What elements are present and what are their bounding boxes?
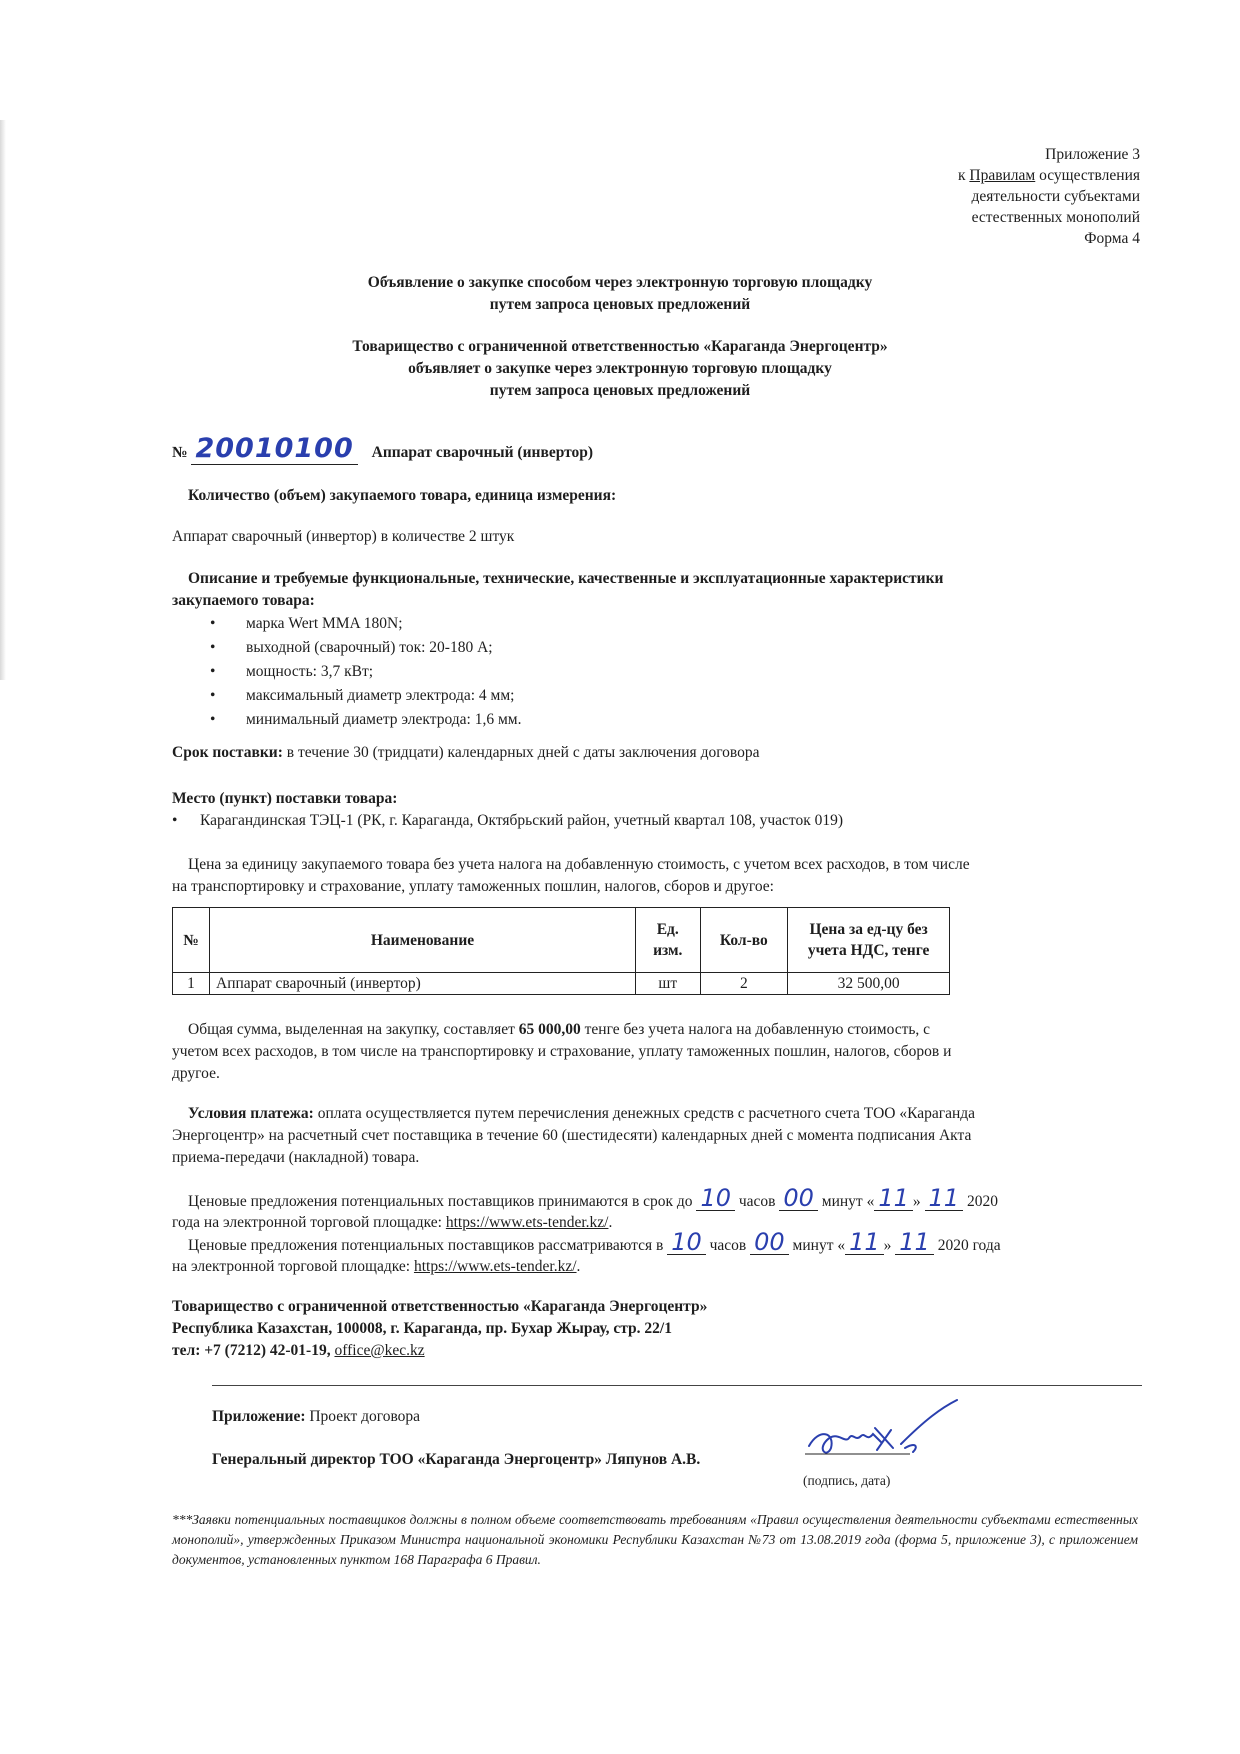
accept-platform-text: года на электронной торговой площадке: [172,1214,446,1231]
rules-link[interactable]: Правилам [969,167,1036,184]
announcement-heading [160,272,1080,316]
appendix-suffix: осуществления [1035,167,1140,184]
cell-name: Аппарат сварочный (инвертор) [210,973,636,995]
spec-item: • мощность: 3,7 кВт; [210,660,521,684]
accept-sep: » [912,1193,925,1210]
cell-qty: 2 [700,973,788,995]
review-minute: 00 [750,1230,789,1255]
quantity-label: Количество (объем) закупаемого товара, единица измерения: [188,487,617,504]
review-minutes-word: минут « [788,1237,846,1254]
description-label-line1: Описание и требуемые функциональные, технические, качественные и эксплуатационные характеристики [188,570,944,587]
heading2-line3: путем запроса ценовых предложений [489,382,751,399]
attachment-label: Приложение: [212,1408,306,1425]
accept-year: 2020 [963,1193,998,1210]
payment-line1 [188,1103,975,1125]
total-text-post: тенге без учета налога на добавленную стоимость, с [580,1021,931,1038]
total-text: Общая сумма, выделенная на закупку, составляет [188,1021,519,1038]
appendix-note [958,144,1140,249]
accept-day: 11 [874,1186,913,1211]
total-line3: другое. [172,1065,220,1082]
appendix-line-4: естественных монополий [971,209,1140,226]
price-note-line1: Цена за единицу закупаемого товара без учета налога на добавленную стоимость, с учетом всех расходов, в том числе [188,856,970,873]
delivery-term-label: Срок поставки: [172,744,283,761]
col-header-number: № [173,908,210,973]
table-row [173,973,950,995]
delivery-place-item: • Карагандинская ТЭЦ-1 (РК, г. Караганда, Октябрьский район, учетный квартал 108, участок 019) [172,809,843,833]
cell-number: 1 [173,973,210,995]
heading2-line1: Товарищество с ограниченной ответственностью «Караганда Энергоцентр» [352,338,888,355]
quantity-value: Аппарат сварочный (инвертор) в количестве 2 штук [172,528,515,545]
delivery-place-label: Место (пункт) поставки товара: [172,790,398,807]
table-header-row [173,908,950,973]
review-day: 11 [845,1230,884,1255]
lot-number-sign: № [172,444,188,461]
organizer-heading [160,336,1080,402]
delivery-place-list [172,809,843,833]
review-hours-word: часов [705,1237,751,1254]
accept-hour: 10 [696,1186,735,1211]
org-name: Товарищество с ограниченной ответственностью «Караганда Энергоцентр» [172,1298,708,1315]
price-note-line2: на транспортировку и страхование, уплату таможенных пошлин, налогов, сборов и другое: [172,878,774,895]
items-table [172,907,950,995]
divider-line [212,1385,1142,1386]
appendix-prefix: к [957,167,970,184]
lot-number-handwritten: 20010100 [191,433,357,465]
spec-item: • марка Wert MMA 180N; [210,612,521,636]
total-line2: учетом всех расходов, в том числе на транспортировку и страхование, уплату таможенных пошлин, налогов, сборов и [172,1043,952,1060]
lot-title: Аппарат сварочный (инвертор) [371,444,594,461]
review-platform-link[interactable]: https://www.ets-tender.kz/ [413,1258,577,1275]
review-text: Ценовые предложения потенциальных поставщиков рассматриваются в [188,1237,668,1254]
delivery-term [172,742,760,764]
accept-minutes-word: минут « [817,1193,875,1210]
org-contacts [172,1340,425,1362]
heading1-line2: путем запроса ценовых предложений [489,296,751,313]
review-date-line2 [172,1256,580,1278]
org-address: Республика Казахстан, 100008, г. Караганда, пр. Бухар Жырау, стр. 22/1 [172,1320,672,1337]
appendix-line-1: Приложение 3 [1045,146,1140,163]
review-dot: . [576,1258,581,1275]
appendix-form-number: Форма 4 [1084,230,1140,247]
payment-line3: приема-передачи (накладной) товара. [172,1149,420,1166]
signature-caption: (подпись, дата) [803,1473,891,1488]
director-line: Генеральный директор ТОО «Караганда Энергоцентр» Ляпунов А.В. [212,1451,701,1468]
description-label-line2: закупаемого товара: [172,592,315,609]
signature-graphic [805,1398,965,1468]
col-header-unit: Ед. изм. [636,908,700,973]
col-header-qty: Кол-во [700,908,788,973]
lot-line [172,432,593,470]
col-header-name: Наименование [210,908,636,973]
accept-dot: . [608,1214,613,1231]
review-month: 11 [895,1230,934,1255]
total-amount: 65 000,00 [518,1021,581,1038]
delivery-term-value: в течение 30 (тридцати) календарных дней с даты заключения договора [282,744,760,761]
review-year: 2020 года [933,1237,1001,1254]
review-sep: » [883,1237,896,1254]
appendix-line-3: деятельности субъектами [971,188,1140,205]
payment-label: Условия платежа: [188,1105,314,1122]
payment-line2: Энергоцентр» на расчетный счет поставщика в течение 60 (шестидесяти) календарных дней с момента подписания Акта [172,1127,972,1144]
org-email-link[interactable]: office@kec.kz [334,1342,425,1359]
spec-item: • максимальный диаметр электрода: 4 мм; [210,684,521,708]
accept-hours-word: часов [734,1193,780,1210]
accept-month: 11 [925,1186,964,1211]
attachment-line [212,1406,420,1428]
scan-edge-shadow [0,120,6,680]
spec-list [210,612,521,732]
appendix-line-2 [958,165,1140,186]
footnote: ***Заявки потенциальных поставщиков должны в полном объеме соответствовать требованиям «Правил осуществления деятельности субъектами естественных монополий», утвержденных Приказом Министра национальной экономики Республики Казахстан №73 от 13.08.2019 года (форма 5, приложение 3), с приложением документов, установленных пунктом 168 Параграфа 6 Правил. [172,1512,1138,1567]
review-platform-text: на электронной торговой площадке: [172,1258,414,1275]
spec-item: • выходной (сварочный) ток: 20-180 А; [210,636,521,660]
total-line1 [188,1019,930,1041]
heading2-line2: объявляет о закупке через электронную торговую площадку [408,360,832,377]
payment-text: оплата осуществляется путем перечисления денежных средств с расчетного счета ТОО «Караганда [313,1105,976,1122]
accept-minute: 00 [779,1186,818,1211]
cell-unit: шт [636,973,700,995]
org-phone: тел: +7 (7212) 42-01-19, [172,1342,335,1359]
col-header-price: Цена за ед-цу без учета НДС, тенге [788,908,950,973]
spec-item: • минимальный диаметр электрода: 1,6 мм. [210,708,521,732]
cell-price: 32 500,00 [788,973,950,995]
accept-platform-link[interactable]: https://www.ets-tender.kz/ [445,1214,609,1231]
review-hour: 10 [667,1230,706,1255]
heading1-line1: Объявление о закупке способом через электронную торговую площадку [367,274,873,291]
attachment-value: Проект договора [305,1408,421,1425]
accept-text: Ценовые предложения потенциальных поставщиков принимаются в срок до [188,1193,697,1210]
